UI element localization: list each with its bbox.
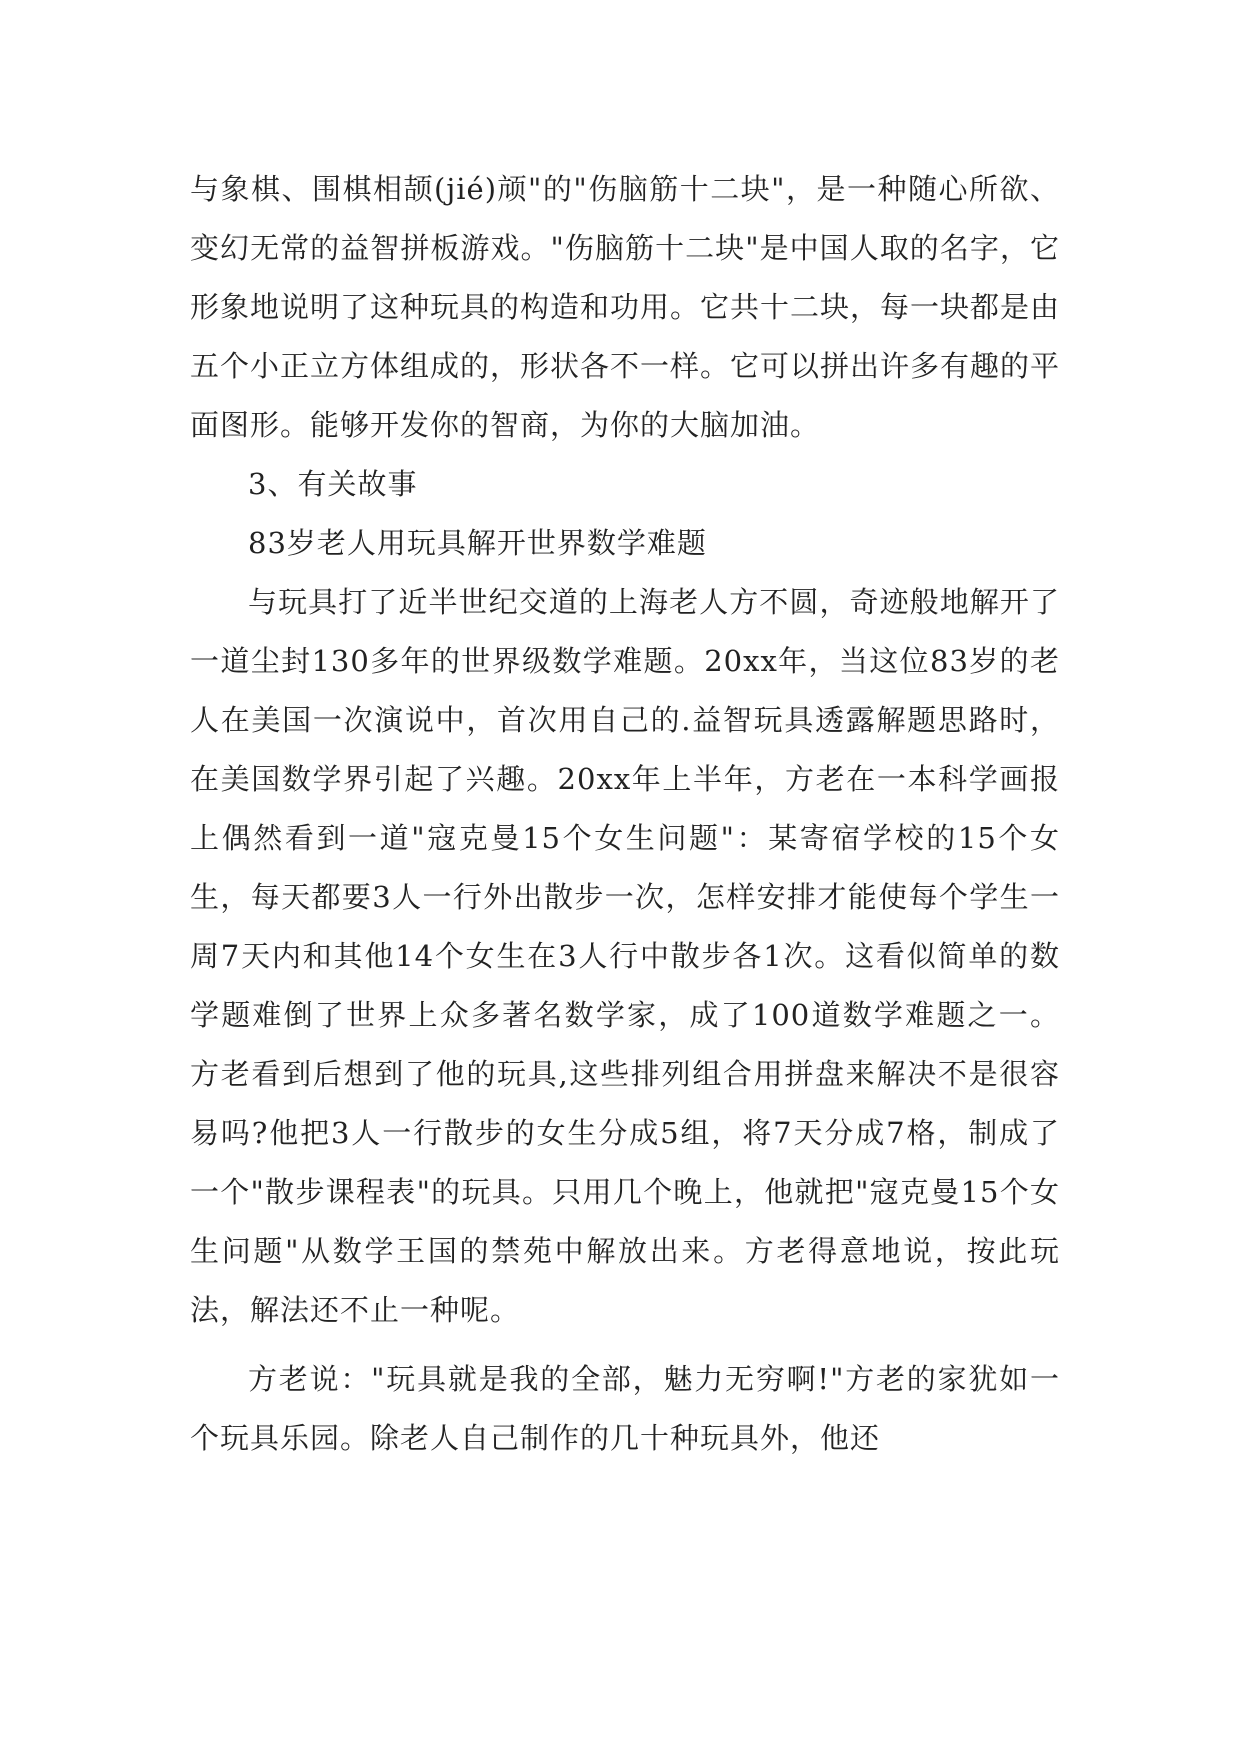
section-heading-stories: 3、有关故事 bbox=[248, 467, 418, 501]
story-title: 83岁老人用玩具解开世界数学难题 bbox=[248, 526, 707, 560]
paragraph-story-body: 与玩具打了近半世纪交道的上海老人方不圆，奇迹般地解开了一道尘封130多年的世界级数学难题。20xx年，当这位83岁的老人在美国一次演说中，首次用自己的.益智玩具透露解题思路时，在美国数学界引起了兴趣。20xx年上半年，方老在一本科学画报上偶然看到一道"寇克曼15个女生问题"：某寄宿学校的15个女生，每天都要3人一行外出散步一次，怎样安排才能使每个学生一周7天内和其他14个女生在3人行中散步各1次。这看似简单的数学题难倒了世界上众多著名数学家，成了100道数学难题之一。 方老看到后想到了他的玩具,这些排列组合用拼盘来解决不是很容易吗?他把3人一行散步的女生分成5组，将7天分成7格，制成了一个"散步课程表"的玩具。只用几个晚上，他就把"寇克曼15个女生问题"从数学王国的禁苑中解放出来。方老得意地说，按此玩法，解法还不止一种呢。 bbox=[190, 585, 1060, 1327]
document-body bbox=[190, 160, 1060, 1468]
paragraph-puzzle-intro: 与象棋、围棋相颉(jié)颃"的"伤脑筋十二块"，是一种随心所欲、变幻无常的益智拼板游戏。"伤脑筋十二块"是中国人取的名字，它形象地说明了这种玩具的构造和功用。它共十二块，每一块都是由五个小正立方体组成的，形状各不一样。它可以拼出许多有趣的平面图形。能够开发你的智商，为你的大脑加油。 bbox=[190, 172, 1061, 442]
paragraph-quote: 方老说："玩具就是我的全部，魅力无穷啊!"方老的家犹如一个玩具乐园。除老人自己制作的几十种玩具外，他还 bbox=[190, 1362, 1060, 1455]
